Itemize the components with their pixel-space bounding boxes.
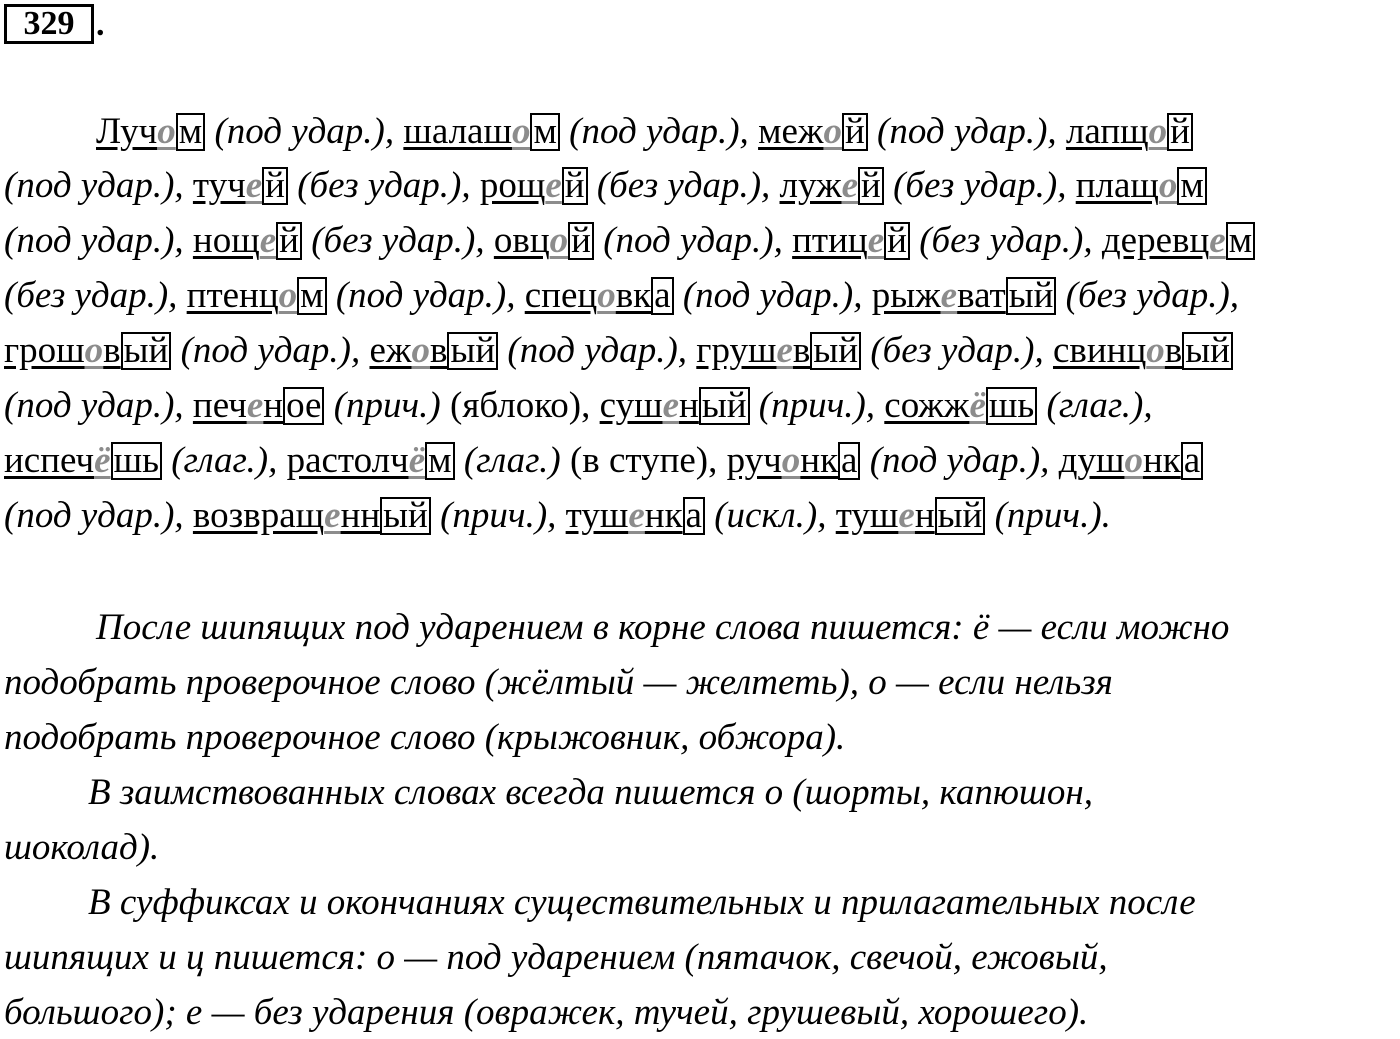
spelling-letter: о [823, 111, 842, 152]
ending-box: м [530, 113, 559, 151]
word-stem: груш [696, 330, 777, 371]
grammar-note: (под удар.), [205, 111, 404, 152]
word-stem: луж [779, 165, 842, 206]
grammar-note: (прич.), [749, 385, 885, 426]
grammar-note: (под удар.), [4, 385, 193, 426]
word-stem: грош [4, 330, 85, 371]
word-stem: суш [599, 385, 663, 426]
exercise-line [4, 435, 1203, 487]
grammar-note: (прич.), [430, 495, 566, 536]
word-stem: возвращ [192, 495, 325, 536]
word-stem: в [1164, 330, 1183, 371]
spelling-letter: ё [408, 440, 426, 481]
spelling-letter: е [841, 165, 858, 206]
word-stem: овц [493, 220, 550, 261]
word-stem: в [429, 330, 448, 371]
word-stem: н [263, 385, 284, 426]
spelling-letter: о [1146, 330, 1165, 371]
rule-note-line: подобрать проверочное слово (крыжовник, обжора). [4, 717, 846, 758]
ending-box: й [562, 167, 588, 205]
grammar-note: (без удар.), [287, 165, 480, 206]
grammar-note: (без удар.), [1056, 275, 1240, 316]
spelling-letter: е [259, 220, 277, 261]
spelling-letter: о [1148, 111, 1168, 152]
word-stem: деревц [1101, 220, 1210, 261]
rule-note-line: шипящих и ц пишется: о — под ударением (пятачок, свечой, ежовый, [4, 937, 1108, 978]
exercise-number-dot: . [96, 6, 105, 43]
word-stem: нн [340, 495, 381, 536]
plain-text: (в ступе), [569, 440, 727, 481]
word-stem: н [914, 495, 935, 536]
ending-box: ый [447, 332, 498, 370]
spelling-letter: е [1209, 220, 1226, 261]
spelling-letter: е [246, 385, 264, 426]
ending-box: й [568, 222, 594, 260]
exercise-line [4, 215, 1255, 267]
exercise-number-box: 329 [4, 4, 94, 44]
ending-box: а [683, 497, 705, 535]
spelling-letter: о [1158, 165, 1178, 206]
rule-note-line: В суффиксах и окончаниях существительных и прилагательных после [88, 882, 1196, 923]
exercise-line [4, 380, 1153, 432]
word-stem: Луч [96, 111, 158, 152]
grammar-note: (прич.) [324, 385, 450, 426]
spelling-letter: е [867, 220, 885, 261]
spelling-letter: о [411, 330, 430, 371]
ending-box: м [425, 442, 454, 480]
word-stem: нк [644, 495, 683, 536]
word-stem: птенц [186, 275, 279, 316]
word-stem: плащ [1075, 165, 1159, 206]
ending-box: ый [121, 332, 172, 370]
grammar-note: (под удар.), [326, 275, 525, 316]
spelling-letter: е [545, 165, 562, 206]
rule-note-line: В заимствованных словах всегда пишется о (шорты, капюшон, [88, 772, 1093, 813]
ending-box: ый [810, 332, 861, 370]
grammar-note: (без удар.), [861, 330, 1053, 371]
word-stem: рыж [871, 275, 941, 316]
grammar-note: (глаг.) [454, 440, 570, 481]
rule-note-line: После шипящих под ударением в корне слова пишется: ё — если можно [96, 607, 1230, 648]
spelling-letter: о [84, 330, 104, 371]
word-stem: туш [565, 495, 629, 536]
ending-box: ый [380, 497, 431, 535]
ending-box: й [1167, 113, 1193, 151]
ending-box: м [176, 113, 205, 151]
grammar-note: (под удар.), [593, 220, 793, 261]
word-stem: испеч [4, 440, 95, 481]
plain-text: (яблоко), [450, 385, 600, 426]
grammar-note: (под удар.), [559, 111, 759, 152]
grammar-note: (под удар.), [4, 495, 193, 536]
spelling-letter: о [597, 275, 616, 316]
word-stem: лапщ [1065, 111, 1149, 152]
word-stem: сожж [884, 385, 970, 426]
spelling-letter: е [628, 495, 645, 536]
grammar-note: (без удар.), [301, 220, 494, 261]
ending-box: а [1181, 442, 1203, 480]
ending-box: ое [283, 387, 324, 425]
word-stem: рощ [479, 165, 546, 206]
word-stem: нк [1142, 440, 1181, 481]
spelling-letter: о [511, 111, 531, 152]
spelling-letter: е [776, 330, 793, 371]
ending-box: м [1177, 167, 1206, 205]
ending-box: й [842, 113, 868, 151]
exercise-line [4, 490, 1111, 542]
grammar-note: (без удар.), [4, 275, 187, 316]
grammar-note: (прич.). [985, 495, 1111, 536]
word-stem: н [679, 385, 699, 426]
word-stem: в [792, 330, 811, 371]
grammar-note: (под удар.), [673, 275, 872, 316]
word-stem: душ [1058, 440, 1125, 481]
grammar-note: (под удар.), [4, 220, 193, 261]
spelling-letter: о [278, 275, 298, 316]
grammar-note: (под удар.), [860, 440, 1059, 481]
word-stem: шалаш [403, 111, 512, 152]
word-stem: нощ [192, 220, 260, 261]
exercise-line [4, 160, 1207, 212]
exercise-line [4, 270, 1239, 322]
word-stem: еж [369, 330, 412, 371]
rule-note-line: шоколад). [4, 827, 160, 868]
grammar-note: (под удар.), [867, 111, 1066, 152]
ending-box: ый [1182, 332, 1233, 370]
grammar-note: (под удар.), [4, 165, 193, 206]
word-stem: меж [758, 111, 824, 152]
word-stem: туш [835, 495, 899, 536]
word-stem: нк [800, 440, 839, 481]
word-stem: ват [957, 275, 1006, 316]
word-stem: спец [524, 275, 598, 316]
ending-box: ый [935, 497, 986, 535]
grammar-note: (без удар.), [883, 165, 1076, 206]
rule-note-line: подобрать проверочное слово (жёлтый — желтеть), о — если нельзя [4, 662, 1113, 703]
ending-box: м [297, 277, 326, 315]
grammar-note: (искл.), [704, 495, 836, 536]
spelling-letter: е [940, 275, 958, 316]
word-stem: руч [726, 440, 782, 481]
ending-box: й [276, 222, 302, 260]
spelling-letter: ё [969, 385, 986, 426]
word-stem: печ [192, 385, 247, 426]
spelling-letter: о [781, 440, 801, 481]
spelling-letter: е [898, 495, 915, 536]
ending-box: й [262, 167, 288, 205]
grammar-note: (под удар.), [498, 330, 697, 371]
grammar-note: (глаг.), [161, 440, 287, 481]
ending-box: а [838, 442, 860, 480]
grammar-note: (глаг.), [1037, 385, 1153, 426]
grammar-note: (без удар.), [587, 165, 780, 206]
ending-box: й [858, 167, 884, 205]
ending-box: й [884, 222, 910, 260]
exercise-line [12, 106, 1193, 158]
ending-box: а [651, 277, 673, 315]
spelling-letter: о [549, 220, 569, 261]
spelling-letter: е [324, 495, 341, 536]
ending-box: шь [986, 387, 1037, 425]
grammar-note: (под удар.), [171, 330, 370, 371]
spelling-letter: о [1124, 440, 1143, 481]
word-stem: туч [192, 165, 246, 206]
word-stem: птиц [792, 220, 868, 261]
rule-note-line: большого); е — без ударения (овражек, тучей, грушевый, хорошего). [4, 992, 1089, 1033]
word-stem: растолч [286, 440, 409, 481]
grammar-note: (без удар.), [909, 220, 1102, 261]
spelling-letter: о [157, 111, 176, 152]
word-stem: свинц [1052, 330, 1147, 371]
spelling-letter: е [245, 165, 263, 206]
spelling-letter: ё [94, 440, 111, 481]
word-stem: вк [615, 275, 652, 316]
ending-box: ый [699, 387, 750, 425]
spelling-letter: е [662, 385, 680, 426]
word-stem: в [103, 330, 121, 371]
ending-box: шь [111, 442, 162, 480]
ending-box: м [1226, 222, 1255, 260]
exercise-line [4, 325, 1233, 377]
ending-box: ый [1006, 277, 1057, 315]
